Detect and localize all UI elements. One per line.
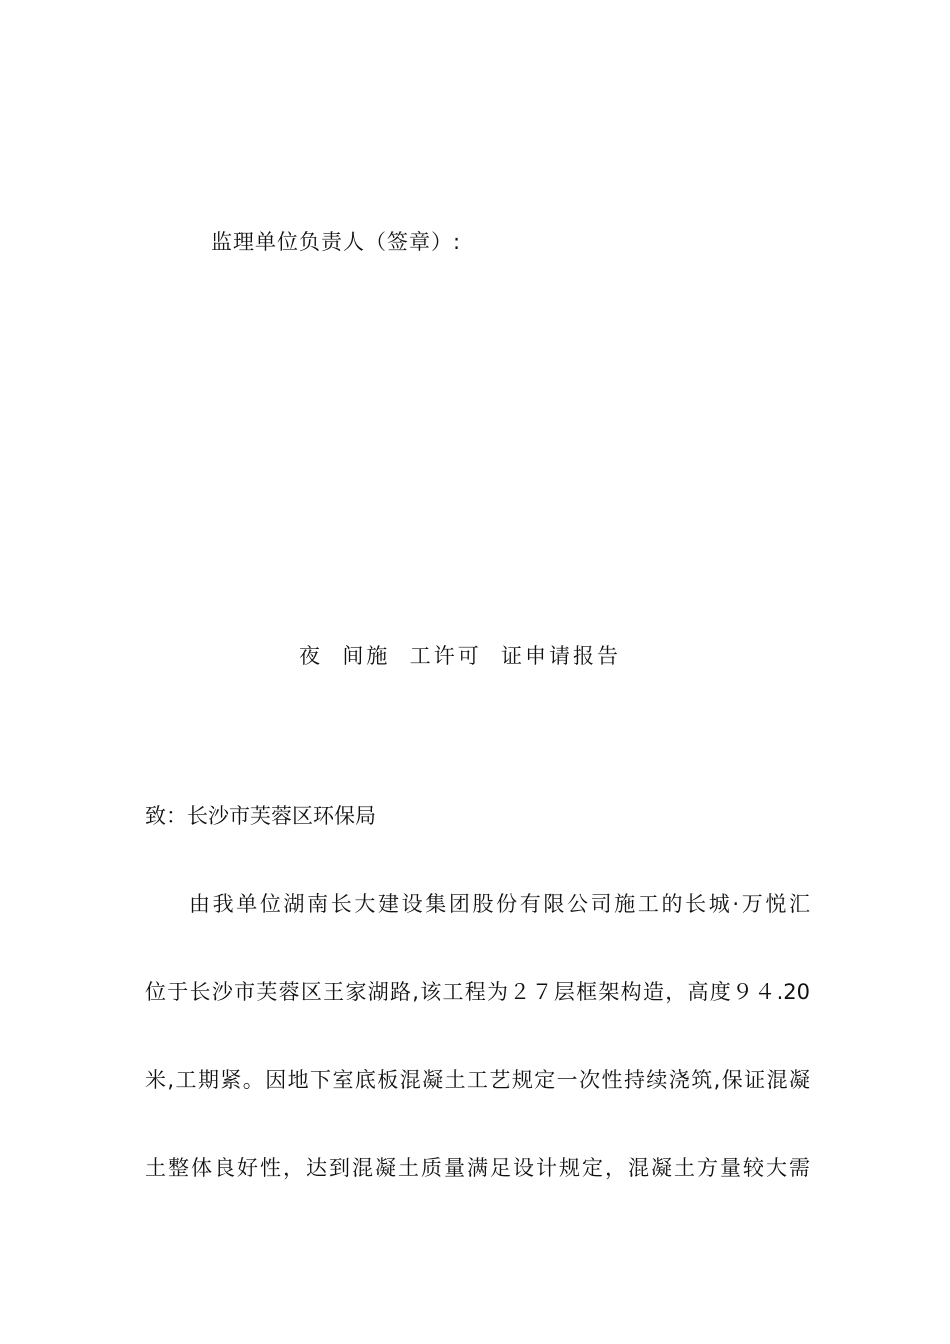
- body-paragraph-line: 位于长沙市芙蓉区王家湖路,该工程为２７层框架构造，高度９４.20: [145, 980, 810, 1004]
- report-title: 夜 间施 工许可 证申请报告: [299, 644, 622, 668]
- body-paragraph-line: 米,工期紧。因地下室底板混凝土工艺规定一次性持续浇筑,保证混凝: [145, 1068, 810, 1092]
- body-paragraph-line: 由我单位湖南长大建设集团股份有限公司施工的长城·万悦汇: [189, 892, 810, 916]
- supervisor-signature-label: 监理单位负责人（签章）:: [211, 230, 462, 254]
- body-paragraph-line: 土整体良好性，达到混凝土质量满足设计规定，混凝土方量较大需: [145, 1156, 810, 1180]
- addressee-line: 致：长沙市芙蓉区环保局: [145, 804, 376, 828]
